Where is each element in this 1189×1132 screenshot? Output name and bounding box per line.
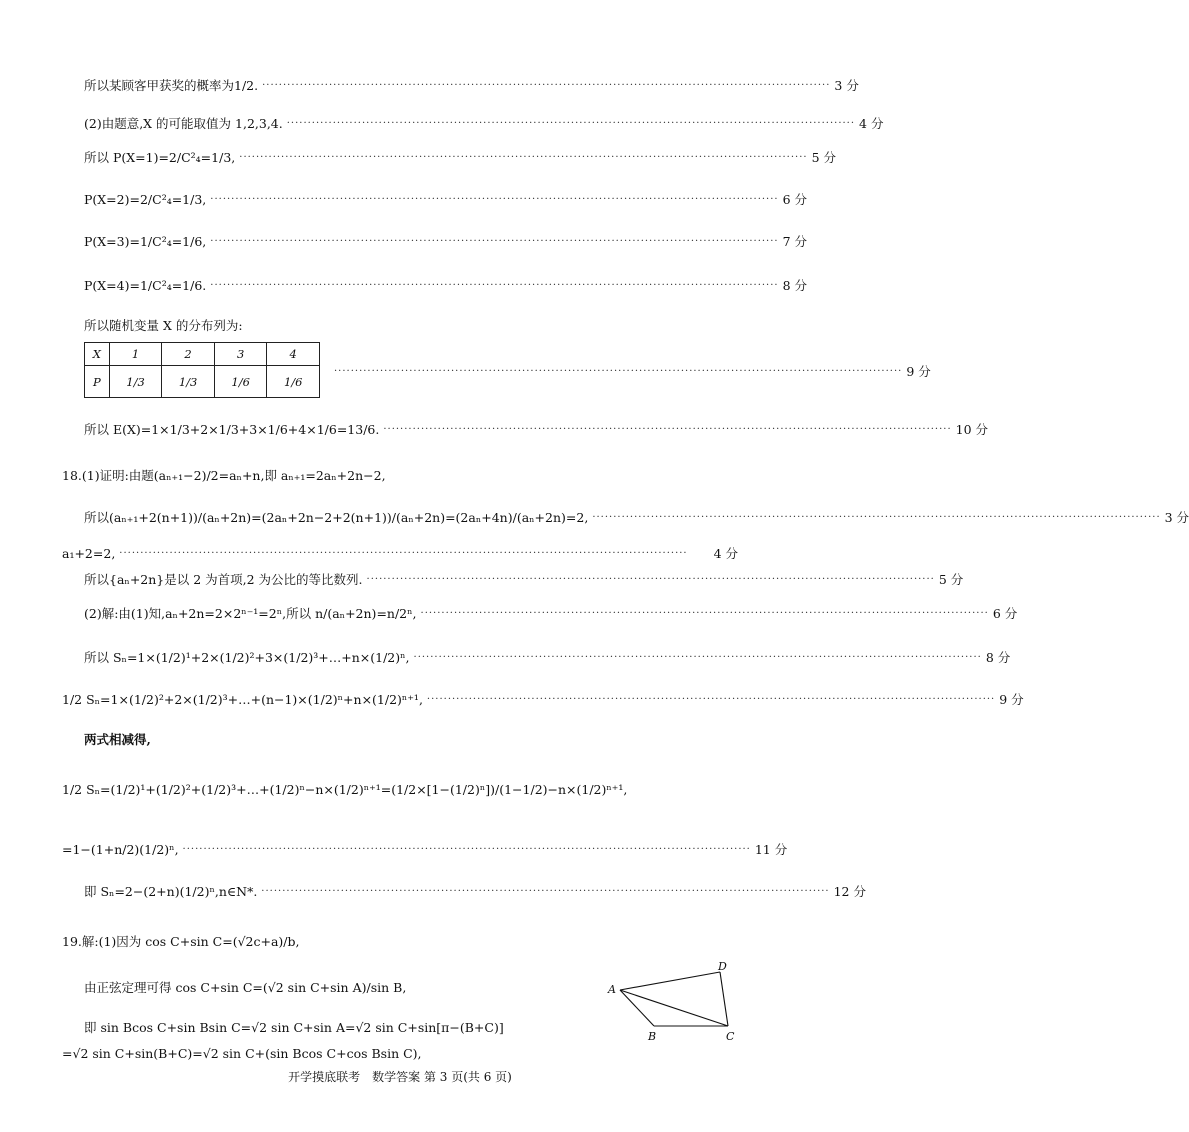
line-text: 19.解:(1)因为 cos C+sin C=(√2c+a)/b, — [62, 934, 300, 949]
answer-line — [84, 730, 151, 748]
answer-line — [84, 508, 1189, 526]
score-mark: 12 分 — [833, 884, 866, 899]
line-text: P(X=3)=1/C²₄=1/6, — [84, 233, 207, 249]
score-mark: 3 分 — [834, 78, 859, 93]
line-text: 所以 E(X)=1×1/3+2×1/3+3×1/6+4×1/6=13/6. — [84, 422, 380, 437]
vertex-label-b: B — [648, 1030, 657, 1043]
answer-line — [84, 882, 866, 900]
answer-line — [84, 190, 808, 208]
line-text: a₁+2=2, — [62, 545, 116, 561]
score-mark: 7 分 — [782, 234, 808, 249]
answer-line — [84, 978, 406, 996]
table-cell: 1/3 — [109, 366, 162, 398]
vertex-label-c: C — [726, 1030, 735, 1043]
line-text: P(X=4)=1/C²₄=1/6. — [84, 277, 207, 293]
line-text: =√2 sin C+sin(B+C)=√2 sin C+(sin Bcos C+cos Bsin C), — [62, 1046, 422, 1061]
answer-line — [62, 690, 1024, 708]
table-cell: 3 — [214, 343, 267, 366]
answer-line — [84, 232, 808, 250]
table-cell: 4 — [267, 343, 320, 366]
table-header-row — [85, 343, 320, 366]
table-cell: 1/6 — [267, 366, 320, 398]
leader-dots: ········································································································································ — [413, 651, 982, 663]
leader-dots: ········································································································································ — [182, 843, 751, 855]
line-text: 所以某顾客甲获奖的概率为1/2. — [84, 78, 259, 93]
line-text: 18.(1)证明:由题(aₙ₊₁−2)/2=aₙ+n,即 aₙ₊₁=2aₙ+2n−2, — [62, 468, 386, 483]
table-cell: 1 — [109, 343, 162, 366]
leader-dots: ········································································································································ — [286, 117, 856, 129]
table-score-line — [330, 362, 931, 380]
answer-line — [84, 570, 964, 588]
table-cell: 1/3 — [162, 366, 215, 398]
answer-line — [84, 648, 1011, 666]
leader-dots: ········································································································································ — [210, 193, 779, 205]
leader-dots: ········································································································································ — [592, 511, 1161, 523]
line-text: 所以随机变量 X 的分布列为: — [84, 318, 243, 333]
score-mark: 5 分 — [938, 572, 964, 587]
score-mark: 11 分 — [754, 842, 788, 857]
answer-line — [62, 840, 788, 858]
leader-dots: ········································································································································ — [239, 151, 808, 163]
answer-line — [84, 604, 1018, 622]
answer-line — [84, 148, 837, 166]
leader-dots: ········································································································································ — [262, 79, 831, 91]
score-mark: 3 分 — [1164, 510, 1189, 525]
score-mark: 4 分 — [713, 546, 738, 561]
segment-dc — [720, 972, 728, 1026]
line-text: P(X=2)=2/C²₄=1/3, — [84, 191, 207, 207]
line-text: 由正弦定理可得 cos C+sin C=(√2 sin C+sin A)/sin B, — [84, 980, 407, 995]
answer-line — [62, 782, 627, 797]
score-mark: 8 分 — [782, 278, 808, 293]
line-text: =1−(1+n/2)(1/2)ⁿ, — [62, 841, 179, 857]
table-cell: X — [85, 343, 110, 366]
answer-line — [62, 466, 386, 484]
answer-line — [84, 316, 243, 334]
page-footer: 开学摸底联考 数学答案 第 3 页(共 6 页) — [288, 1070, 512, 1084]
vertex-label-d: D — [718, 960, 727, 973]
leader-dots: ········································································································································ — [119, 547, 688, 559]
quadrilateral-figure — [608, 962, 748, 1042]
answer-line — [84, 420, 989, 438]
leader-dots: ········································································································································ — [426, 693, 996, 705]
leader-dots: ········································································································································ — [261, 885, 830, 897]
vertex-label-a: A — [608, 983, 616, 996]
answer-line — [84, 276, 808, 294]
line-text: 即 sin Bcos C+sin Bsin C=√2 sin C+sin A=√2 sin C+sin[π−(B+C)] — [84, 1020, 504, 1035]
line-text: 两式相减得, — [84, 732, 151, 747]
score-mark: 8 分 — [985, 650, 1011, 665]
line-text: 1/2 Sₙ=1×(1/2)²+2×(1/2)³+…+(n−1)×(1/2)ⁿ+n×(1/2)ⁿ⁺¹, — [62, 691, 423, 707]
table-row — [85, 366, 320, 398]
line-text: (2)解:由(1)知,aₙ+2n=2×2ⁿ⁻¹=2ⁿ,所以 n/(aₙ+2n)=n/2ⁿ, — [84, 606, 417, 621]
line-text: 1/2 Sₙ=(1/2)¹+(1/2)²+(1/2)³+…+(1/2)ⁿ−n×(1/2)ⁿ⁺¹=(1/2×[1−(1/2)ⁿ])/(1−1/2)−n×(1/2)ⁿ⁺¹, — [62, 782, 628, 797]
score-mark: 9 分 — [906, 364, 931, 379]
line-text: 所以{aₙ+2n}是以 2 为首项,2 为公比的等比数列. — [84, 572, 363, 587]
line-text: 所以 P(X=1)=2/C²₄=1/3, — [84, 150, 236, 165]
score-mark: 4 分 — [859, 116, 884, 131]
answer-line — [84, 76, 859, 94]
score-mark: 6 分 — [992, 606, 1018, 621]
line-text: 即 Sₙ=2−(2+n)(1/2)ⁿ,n∈N*. — [84, 884, 258, 899]
table-cell: 1/6 — [214, 366, 267, 398]
line-text: (2)由题意,X 的可能取值为 1,2,3,4. — [84, 116, 283, 131]
leader-dots: ········································································································································ — [366, 573, 935, 585]
leader-dots: ········································································································································ — [210, 279, 779, 291]
table-cell: P — [85, 366, 110, 398]
answer-line — [62, 1046, 422, 1061]
leader-dots: ········································································································································ — [383, 423, 952, 435]
segment-ac — [620, 990, 728, 1026]
segment-ad — [620, 972, 720, 990]
score-mark: 5 分 — [811, 150, 837, 165]
answer-line — [62, 544, 738, 562]
score-mark: 10 分 — [955, 422, 989, 437]
answer-line — [84, 1018, 504, 1036]
answer-line — [62, 932, 299, 950]
leader-dots: ········································································································································ — [210, 235, 779, 247]
line-text: 所以 Sₙ=1×(1/2)¹+2×(1/2)²+3×(1/2)³+…+n×(1/2)ⁿ, — [84, 650, 410, 665]
line-text: 所以(aₙ₊₁+2(n+1))/(aₙ+2n)=(2aₙ+2n−2+2(n+1))/(aₙ+2n)=(2aₙ+4n)/(aₙ+2n)=2, — [84, 510, 589, 525]
answer-line — [84, 114, 884, 132]
leader-dots: ········································································································································ — [334, 365, 903, 377]
leader-dots: ········································································································································ — [420, 607, 989, 619]
score-mark: 9 分 — [999, 692, 1024, 707]
score-mark: 6 分 — [782, 192, 808, 207]
table-cell: 2 — [162, 343, 215, 366]
distribution-table — [84, 342, 320, 398]
